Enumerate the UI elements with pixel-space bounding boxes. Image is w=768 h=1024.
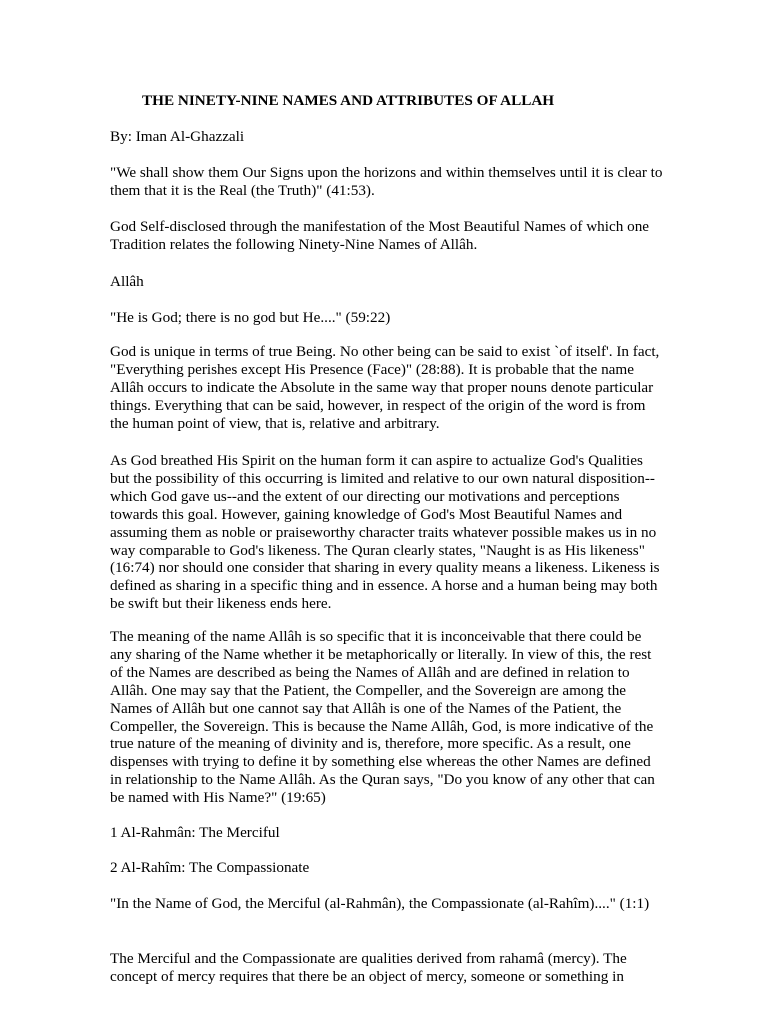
document-title: THE NINETY-NINE NAMES AND ATTRIBUTES OF ALLAH xyxy=(142,92,555,109)
opening-quote-paragraph: "We shall show them Our Signs upon the horizons and within themselves until it is clear to them that it is the Real (the Truth)" (41:53). xyxy=(110,164,663,199)
author-line: By: Iman Al-Ghazzali xyxy=(110,128,245,145)
mercy-paragraph: The Merciful and the Compassionate are qualities derived from rahamâ (mercy). The concept of mercy requires that there be an object of mercy, someone or something in xyxy=(110,950,627,985)
name-meaning-paragraph: The meaning of the name Allâh is so specific that it is inconceivable that there could be any sharing of the Name whether it be metaphorically or literally. In view of this, the rest of the Names are described as being the Names of Allâh and are defined in relation to Allâh. One may say that the Patient, the Compeller, and the Sovereign are among the Names of Allâh but one cannot say that Allâh is one of the Names of the Patient, the Compeller, the Sovereign. This is because the Name Allâh, God, is more indicative of the true nature of the meaning of divinity and is, therefore, more specific. As a result, one dispenses with trying to define it by something else whereas the other Names are defined in relationship to the Name Allâh. As the Quran says, "Do you know of any other that can be named with His Name?" (19:65) xyxy=(110,628,655,807)
allah-explanation-paragraph: God is unique in terms of true Being. No other being can be said to exist `of itself'. In fact, "Everything perishes except His Presence (Face)" (28:88). It is probable that the name Allâh occurs to indicate the Absolute in the same way that proper nouns denote particular things. Everything that can be said, however, in respect of the origin of the word is from the human point of view, that is, relative and arbitrary. xyxy=(110,343,660,432)
quote-paragraph-1-1: "In the Name of God, the Merciful (al-Rahmân), the Compassionate (al-Rahîm)...." (1:1) xyxy=(110,895,650,912)
introduction-paragraph: God Self-disclosed through the manifestation of the Most Beautiful Names of which one Tradition relates the following Ninety-Nine Names of Allâh. xyxy=(110,218,650,253)
name-heading-al-rahman: 1 Al-Rahmân: The Merciful xyxy=(110,824,280,841)
name-heading-al-rahim: 2 Al-Rahîm: The Compassionate xyxy=(110,859,310,876)
quote-paragraph-59-22: "He is God; there is no god but He...." (59:22) xyxy=(110,309,391,326)
likeness-paragraph: As God breathed His Spirit on the human form it can aspire to actualize God's Qualities but the possibility of this occurring is limited and relative to our own natural disposition--which God gave us--and the extent of our directing our motivations and perceptions towards this goal. However, gaining knowledge of God's Most Beautiful Names and assuming them as noble or praiseworthy character traits whatever possible makes us in no way comparable to God's likeness. The Quran clearly states, "Naught is as His likeness" (16:74) nor should one consider that sharing in every quality means a likeness. Likeness is defined as sharing in a specific thing and in essence. A horse and a human being may both be swift but their likeness ends here. xyxy=(110,452,660,613)
name-heading-allah: Allâh xyxy=(110,273,144,290)
